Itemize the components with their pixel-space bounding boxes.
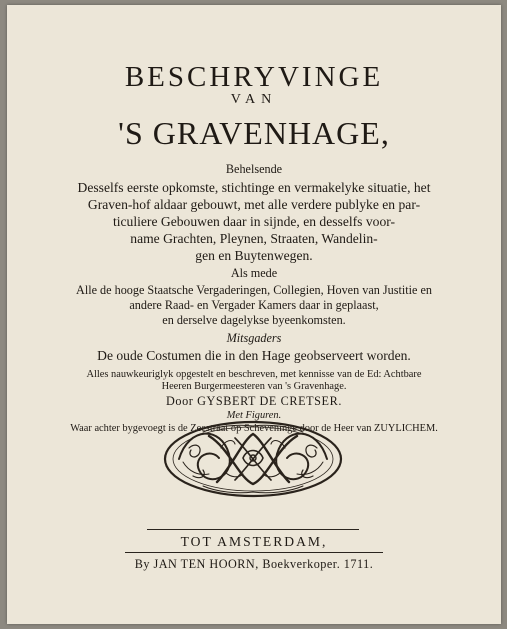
- title-line-1: BESCHRYVINGE: [124, 61, 384, 93]
- description-line-4: name Grachten, Pleynen, Straaten, Wandelin-: [130, 231, 378, 246]
- author-line: Door GYSBERT DE CRETSER.: [166, 394, 342, 408]
- imprint-rule-bottom: [125, 552, 383, 553]
- appendix-line: Waar achter bygevoegt is de Zeestraat op Scheveninge door de Heer van ZUYLICHEM.: [70, 423, 438, 434]
- imprint-place: TOT AMSTERDAM,: [180, 534, 328, 549]
- mitsgaders-label: Mitsgaders: [226, 331, 282, 345]
- description-line-3: ticuliere Gebouwen daar in sijnde, en desselfs voor-: [112, 214, 396, 229]
- title-line-3: 'S GRAVENHAGE,: [118, 115, 390, 151]
- assemblies-line-1: Alle de hooge Staatsche Vergaderingen, Collegien, Hoven van Justitie en: [76, 283, 432, 297]
- description-line-1: Desselfs eerste opkomste, stichtinge en vermakelyke situatie, het: [77, 180, 431, 195]
- imprint-publisher: By JAN TEN HOORN, Boekverkoper. 1711.: [134, 557, 374, 571]
- customs-line: De oude Costumen die in den Hage geobserveert worden.: [97, 348, 411, 363]
- description-line-2: Graven-hof aldaar gebouwt, met alle verdere publyke en par-: [87, 197, 421, 212]
- printer-monogram-ornament-icon: [159, 418, 347, 500]
- als-mede-label: Als mede: [230, 266, 278, 280]
- figures-line: Met Figuren.: [226, 410, 282, 421]
- assemblies-line-3: en derselve dagelykse byeenkomsten.: [162, 313, 346, 327]
- assemblies-line-2: andere Raad- en Vergader Kamers daar in geplaast,: [129, 298, 379, 312]
- behelsende-label: Behelsende: [225, 162, 283, 176]
- title-page: [7, 5, 501, 624]
- description-line-5: gen en Buytenwegen.: [195, 248, 313, 263]
- approval-line-1: Alles nauwkeuriglyk opgestelt en beschreven, met kennisse van de Ed: Achtbare: [86, 369, 422, 380]
- approval-line-2: Heeren Burgermeesteren van 's Gravenhage.: [161, 381, 347, 392]
- title-line-2: VAN: [230, 92, 278, 107]
- imprint-rule-top: [147, 529, 359, 530]
